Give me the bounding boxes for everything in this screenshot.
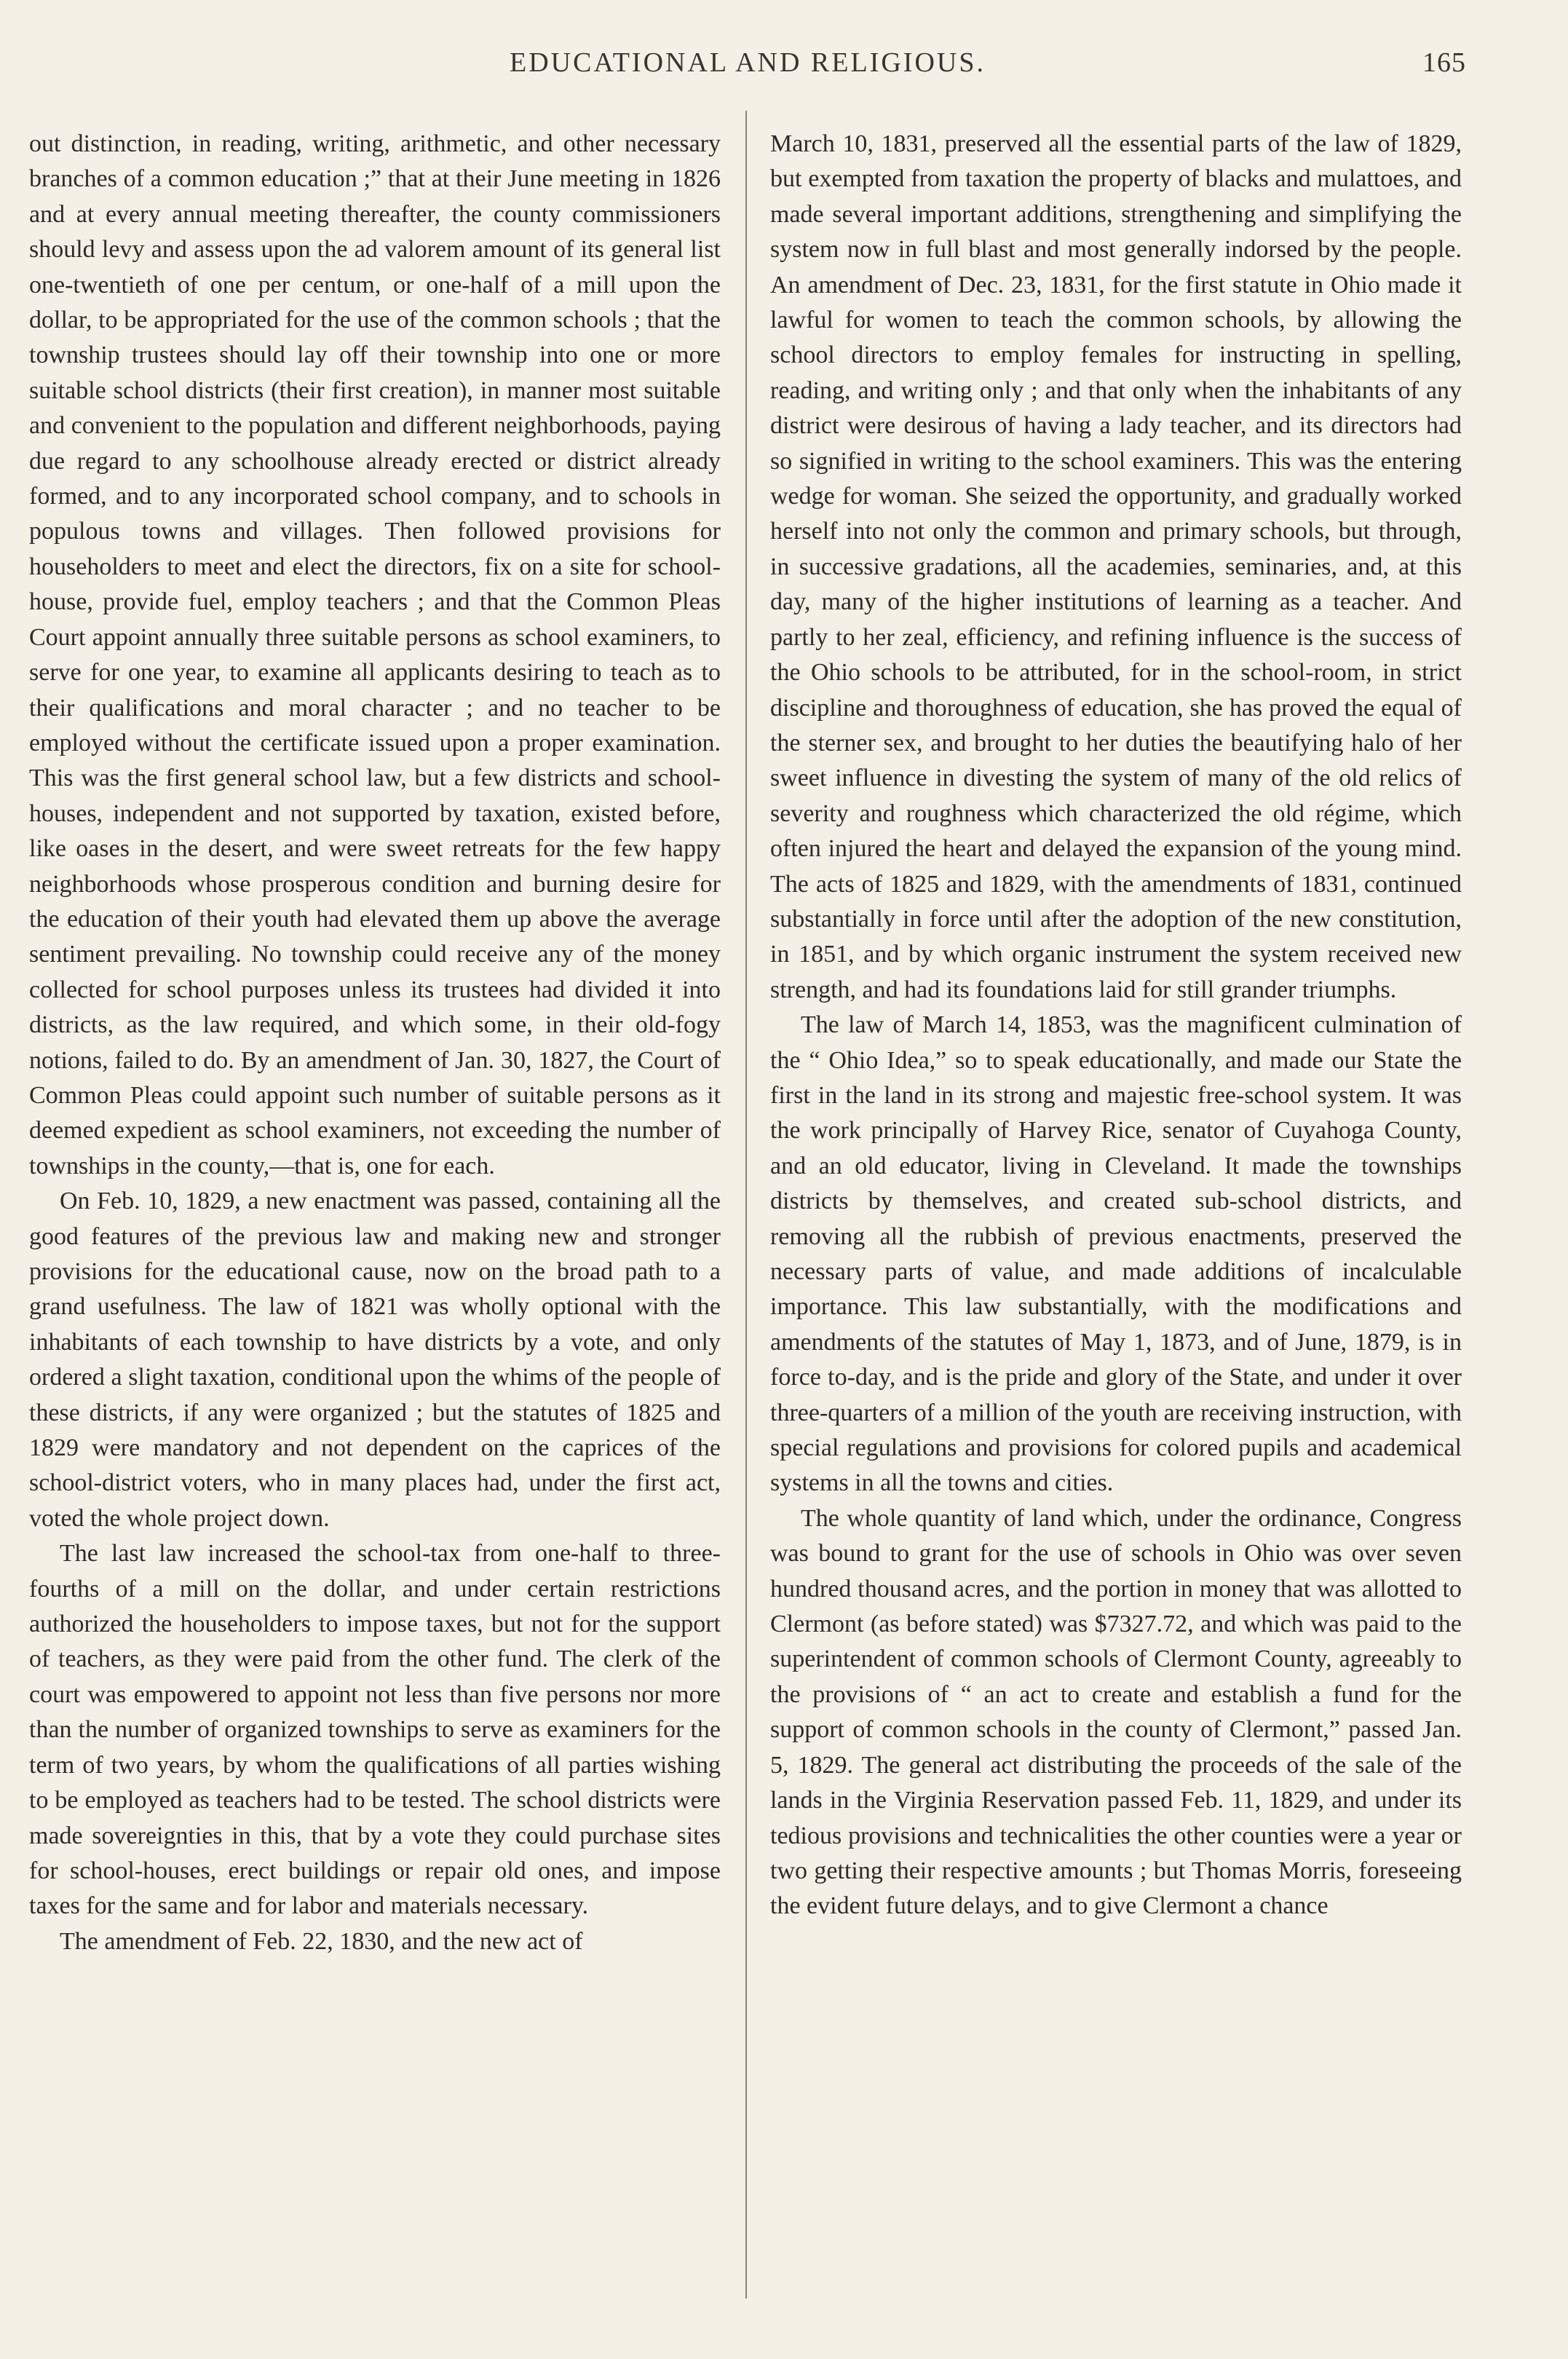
paragraph: The whole quantity of land which, under the ordinance, Congress was bound to grant for the use of schools in Ohio was over seven hundred thousand acres, and the portion in money that was allotted to Clermont (as before stated) was $7327.72, and which was paid to the superintendent of common schools of Clermont County, agreeably to the provisions of “ an act to create and establish a fund for the support of common schools in the county of Clermont,” passed Jan. 5, 1829. The general act distributing the proceeds of the sale of the lands in the Virginia Reservation passed Feb. 11, 1829, and under its tedious provisions and technicalities the other counties were a year or two getting their respective amounts ; but Thomas Morris, foreseeing the evident future delays, and to give Clermont a chance — [770, 1504, 1462, 1920]
paragraph: The last law increased the school-tax from one-half to three-fourths of a mill on the dollar, and under certain restrictions authorized the householders to impose taxes, but not for the support of teachers, as they were paid from the other fund. The clerk of the court was empowered to appoint not less than five persons nor more than the number of organized townships to serve as examiners for the term of two years, by whom the qualifications of all parties wishing to be employed as teachers had to be tested. The school districts were made sovereignties in this, that by a vote they could purchase sites for school-houses, erect buildings or repair old ones, and impose taxes for the same and for labor and materials necessary. — [29, 1540, 721, 1920]
page-number: 165 — [1422, 47, 1466, 78]
paragraph: The amendment of Feb. 22, 1830, and the new act of — [60, 1927, 583, 1955]
running-head — [29, 47, 1466, 90]
paragraph: The law of March 14, 1853, was the magnificent culmination of the “ Ohio Idea,” so to speak educationally, and made our State the first in the land in its strong and majestic free-school system. It was the work principally of Harvey Rice, senator of Cuyahoga County, and an old educator, living in Cleveland. It made the townships districts by themselves, and created sub-school districts, and removing all the rubbish of previous enactments, preserved the necessary parts of value, and made additions of incalculable importance. This law substantially, with the modifications and amendments of the statutes of May 1, 1873, and of June, 1879, is in force to-day, and is the pride and glory of the State, and under it over three-quarters of a million of the youth are receiving instruction, with special regulations and provisions for colored pupils and academical systems in all the towns and cities. — [770, 1011, 1462, 1497]
left-column — [29, 127, 721, 1959]
paragraph: out distinction, in reading, writing, arithmetic, and other necessary branches of a common education ;” that at their June meeting in 1826 and at every annual meeting thereafter, the county commissioners should levy and assess upon the ad valorem amount of its general list one-twentieth of one per centum, or one-half of a mill upon the dollar, to be appropriated for the use of the common schools ; that the township trustees should lay off their township into one or more suitable school districts (their first creation), in manner most suitable and convenient to the population and different neighborhoods, paying due regard to any schoolhouse already erected or district already formed, and to any incorporated school company, and to schools in populous towns and villages. Then followed provisions for householders to meet and elect the directors, fix on a site for school-house, provide fuel, employ teachers ; and that the Common Pleas Court appoint annually three suitable persons as school examiners, to serve for one year, to examine all applicants desiring to teach as to their qualifications and moral character ; and no teacher to be employed without the certificate issued upon a proper examination. This was the first general school law, but a few districts and school-houses, independent and not supported by taxation, existed before, like oases in the desert, and were sweet retreats for the few happy neighborhoods whose prosperous condition and burning desire for the education of their youth had elevated them up above the average sentiment prevailing. No township could receive any of the money collected for school purposes unless its trustees had divided it into districts, as the law required, and which some, in their old-fogy notions, failed to do. By an amendment of Jan. 30, 1827, the Court of Common Pleas could appoint such number of suitable persons as it deemed expedient as school examiners, not exceeding the number of townships in the county,—that is, one for each. — [29, 130, 721, 1180]
paragraph: On Feb. 10, 1829, a new enactment was passed, containing all the good features of the previous law and making new and stronger provisions for the educational cause, now on the broad path to a grand usefulness. The law of 1821 was wholly optional with the inhabitants of each township to have districts by a vote, and only ordered a slight taxation, conditional upon the whims of the people of these districts, if any were organized ; but the statutes of 1825 and 1829 were mandatory and not dependent on the caprices of the school-district voters, who in many places had, under the first act, voted the whole project down. — [29, 1188, 721, 1532]
paragraph: March 10, 1831, preserved all the essential parts of the law of 1829, but exempted from taxation the property of blacks and mulattoes, and made several important additions, strengthening and simplifying the system now in full blast and most generally indorsed by the people. An amendment of Dec. 23, 1831, for the first statute in Ohio made it lawful for women to teach the common schools, by allowing the school directors to employ females for instructing in spelling, reading, and writing only ; and that only when the inhabitants of any district were desirous of having a lady teacher, and its directors had so signified in writing to the school examiners. This was the entering wedge for woman. She seized the opportunity, and gradually worked herself into not only the common and primary schools, but through, in successive gradations, all the academies, seminaries, and, at this day, many of the higher institutions of learning as a teacher. And partly to her zeal, efficiency, and refining influence is the success of the Ohio schools to be attributed, for in the school-room, in strict discipline and thoroughness of education, she has proved the equal of the sterner sex, and brought to her duties the beautifying halo of her sweet influence in divesting the system of many of the old relics of severity and roughness which characterized the old régime, which often injured the heart and delayed the expansion of the young mind. The acts of 1825 and 1829, with the amendments of 1831, continued substantially in force until after the adoption of the new constitution, in 1851, and by which organic instrument the system received new strength, and had its foundations laid for still grander triumphs. — [770, 130, 1462, 1003]
right-column — [770, 127, 1462, 1924]
column-divider — [745, 111, 747, 2299]
running-title: EDUCATIONAL AND RELIGIOUS. — [510, 47, 986, 78]
